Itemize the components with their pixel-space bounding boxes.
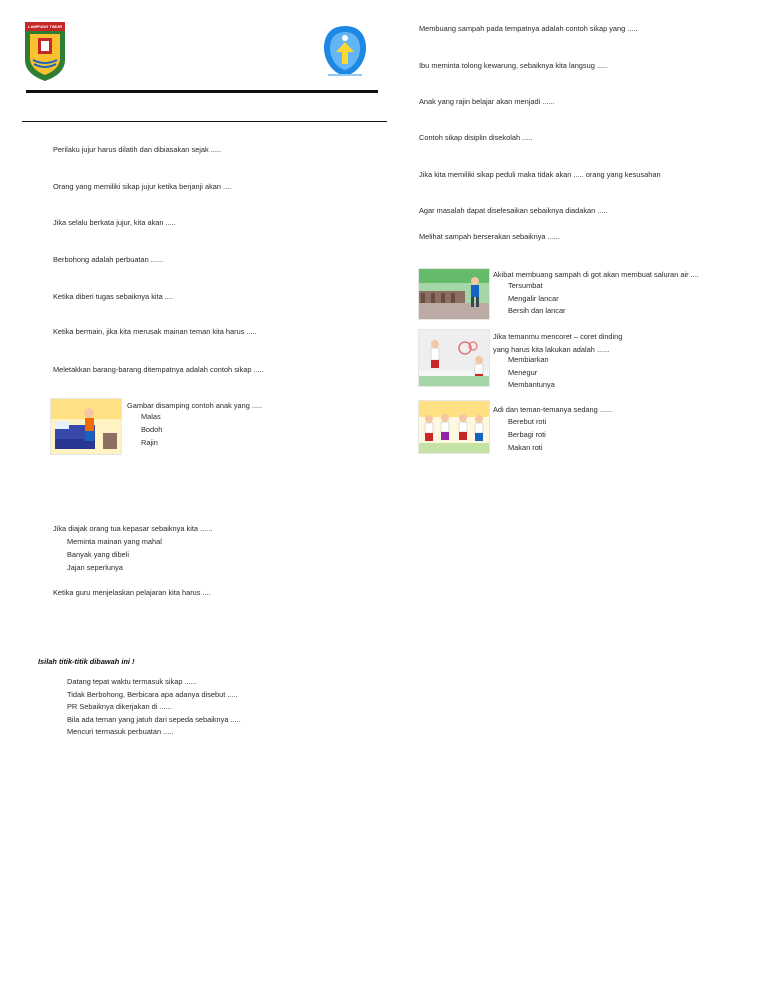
question-left-5: Ketika diberi tugas sebaiknya kita .... [53, 292, 173, 301]
tut-wuri-handayani-logo [322, 24, 368, 78]
fill-item-2: Tidak Berbohong, Berbicara apa adanya disebut ..... [67, 690, 238, 699]
question-left-7: Meletakkan barang-barang ditempatnya adalah contoh sikap ..... [53, 365, 264, 374]
regency-crest-icon [24, 22, 66, 82]
logo-caption: LAMPUNG TIMUR [28, 24, 62, 29]
picture-question-left: Gambar disamping contoh anak yang ..... [127, 401, 263, 410]
option-left-bodoh: Bodoh [141, 425, 163, 434]
question-right-6: Agar masalah dapat diselesaikan sebaiknya diadakan ..... [419, 206, 608, 215]
question-left-6: Ketika bermain, jika kita merusak mainan teman kita harus ..... [53, 327, 257, 336]
graffiti-picture [418, 329, 490, 387]
question-left-2: Orang yang memiliki sikap jujur ketika berjanji akan .... [53, 182, 232, 191]
fill-item-5: Mencuri termasuk perbuatan ..... [67, 727, 174, 736]
option-right3-3: Makan roti [508, 443, 543, 452]
option-right3-1: Berebut roti [508, 417, 547, 426]
option-right1-3: Bersih dan lancar [508, 306, 566, 315]
question-right-1: Membuang sampah pada tempatnya adalah contoh sikap yang ..... [419, 24, 638, 33]
picture-question-right-3: Adi dan teman-temanya sedang ...... [493, 405, 613, 414]
question-right-2: Ibu meminta tolong kewarung, sebaiknya kita langsug ..... [419, 61, 608, 70]
sharing-bread-picture [418, 400, 490, 454]
fill-item-3: PR Sebaiknya dikerjakan di ...... [67, 702, 172, 711]
lampung-timur-logo [24, 22, 66, 82]
picture-question-right-1: Akibat membuang sampah di got akan membuat saluran air .... [493, 270, 699, 279]
question-left-3: Jika selalu berkata jujur, kita akan ..... [53, 218, 176, 227]
market-question: Jika diajak orang tua kepasar sebaiknya kita ...... [53, 524, 213, 533]
option-left-malas: Malas [141, 412, 161, 421]
option-market-3: Jajan seperlunya [67, 563, 123, 572]
picture-question-right-2-line2: yang harus kita lakukan adalah ...... [493, 345, 610, 354]
picture-question-right-2: Jika temanmu mencoret – coret dinding [493, 332, 623, 341]
teacher-question: Ketika guru menjelaskan pelajaran kita harus .... [53, 588, 211, 597]
option-right2-1: Membiarkan [508, 355, 549, 364]
question-right-7: Melihat sampah berserakan sebaiknya ...... [419, 232, 560, 241]
option-right1-1: Tersumbat [508, 281, 543, 290]
question-right-5: Jika kita memiliki sikap peduli maka tidak akan ..... orang yang kesusahan [419, 170, 661, 179]
question-right-3: Anak yang rajin belajar akan menjadi ...... [419, 97, 555, 106]
option-right2-3: Membantunya [508, 380, 555, 389]
fill-item-1: Datang tepat waktu termasuk sikap ...... [67, 677, 197, 686]
bedroom-scene-icon [51, 399, 121, 454]
tut-wuri-handayani-icon [322, 24, 368, 78]
option-market-2: Banyak yang dibeli [67, 550, 130, 559]
header-thin-rule [22, 121, 387, 122]
child-making-bed-picture [50, 398, 122, 455]
option-right1-2: Mengalir lancar [508, 294, 559, 303]
fill-item-4: Bila ada teman yang jatuh dari sepeda sebaiknya ..... [67, 715, 241, 724]
children-drawing-on-wall-icon [419, 330, 489, 386]
children-sharing-bread-icon [419, 401, 489, 453]
option-left-rajin: Rajin [141, 438, 158, 447]
header-thick-rule [26, 90, 378, 93]
option-right3-2: Berbagi roti [508, 430, 546, 439]
question-left-1: Perilaku jujur harus dilatih dan dibiasakan sejak ..... [53, 145, 222, 154]
gutter-picture [418, 268, 490, 320]
boy-throwing-trash-icon [419, 269, 489, 319]
fill-section-title: Isilah titik-titik dibawah ini ! [38, 657, 135, 666]
option-right2-2: Menegur [508, 368, 538, 377]
question-left-4: Berbohong adalah perbuatan ...... [53, 255, 164, 264]
option-market-1: Meminta mainan yang mahal [67, 537, 162, 546]
question-right-4: Contoh sikap disiplin disekolah ..... [419, 133, 533, 142]
